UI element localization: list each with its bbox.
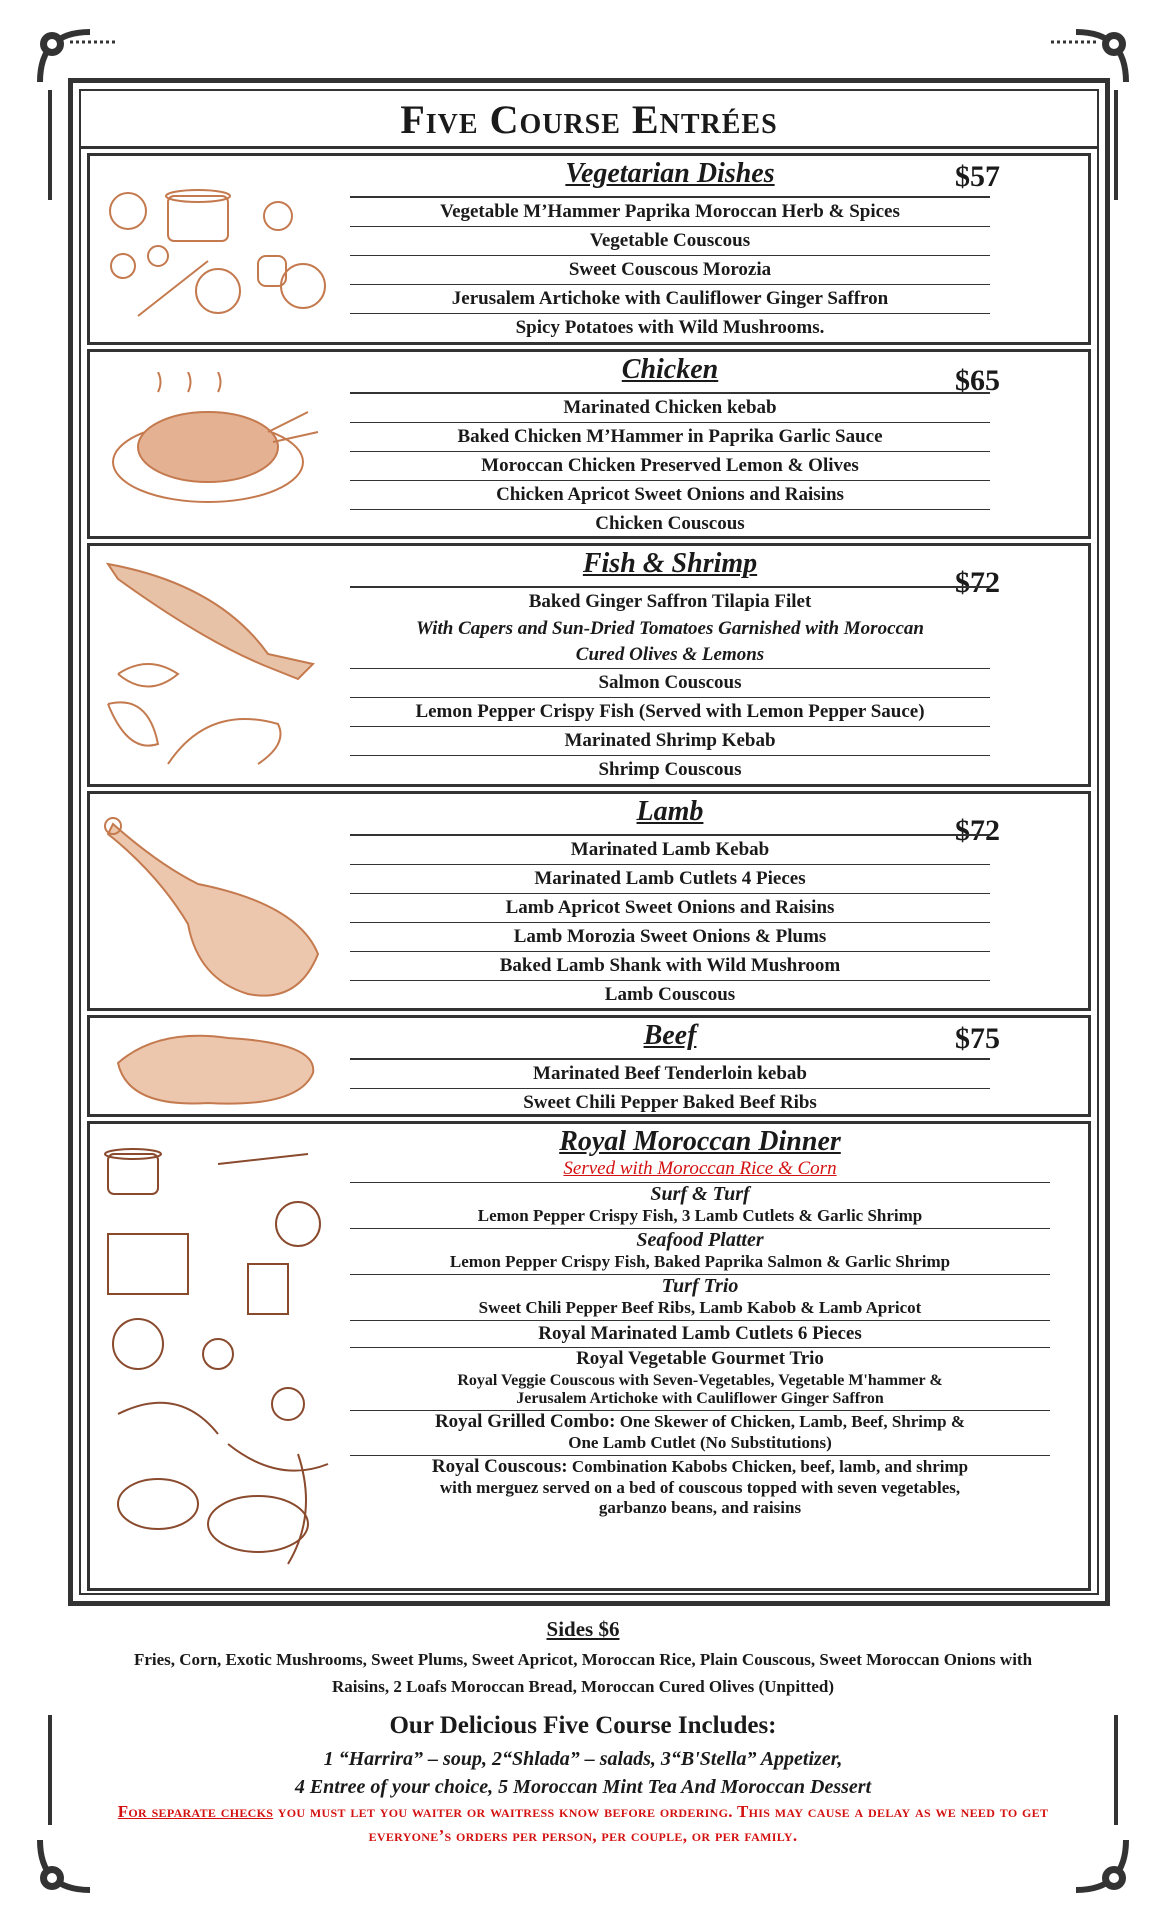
royal-item-desc: with merguez served on a bed of couscous topped with seven vegetables, <box>439 1478 961 1497</box>
menu-item: Marinated Beef Tenderloin kebab <box>350 1058 990 1088</box>
menu-item: Marinated Shrimp Kebab <box>350 726 990 755</box>
royal-item-list <box>350 1126 1050 1520</box>
menu-item: Marinated Chicken kebab <box>350 392 990 422</box>
item-list <box>350 586 990 784</box>
menu-item: Baked Chicken M’Hammer in Paprika Garlic Sauce <box>350 422 990 451</box>
sides-line: Fries, Corn, Exotic Mushrooms, Sweet Plums, Sweet Apricot, Moroccan Rice, Plain Couscous, Sweet Moroccan Onions with <box>133 1650 1033 1669</box>
section-price: $75 <box>955 1022 1000 1055</box>
menu-item: Sweet Couscous Morozia <box>350 255 990 284</box>
section-price: $72 <box>955 566 1000 599</box>
cookware-food-illustration <box>98 1144 348 1589</box>
menu-item: Lamb Couscous <box>350 980 990 1009</box>
menu-item-note: Cured Olives & Lemons <box>575 644 765 665</box>
menu-item: Salmon Couscous <box>350 668 990 697</box>
notice-emphasis: For separate checks <box>117 1802 274 1821</box>
royal-item-desc: One Skewer of Chicken, Lamb, Beef, Shrimp & <box>619 1412 966 1431</box>
item-list <box>350 196 990 342</box>
menu-item: Moroccan Chicken Preserved Lemon & Olives <box>350 451 990 480</box>
menu-item: Baked Lamb Shank with Wild Mushroom <box>350 951 990 980</box>
royal-item-desc: Royal Veggie Couscous with Seven-Vegetables, Vegetable M'hammer & <box>457 1372 943 1389</box>
includes-title: Our Delicious Five Course Includes: <box>389 1712 777 1739</box>
menu-item: Baked Ginger Saffron Tilapia Filet <box>350 586 990 616</box>
vegetables-illustration <box>98 166 338 341</box>
menu-item: Shrimp Couscous <box>350 755 990 784</box>
royal-item-title: Surf & Turf <box>650 1183 750 1205</box>
royal-item-desc: Sweet Chili Pepper Beef Ribs, Lamb Kabob & Lamb Apricot <box>478 1298 922 1317</box>
item-list <box>350 392 990 538</box>
roast-chicken-illustration <box>98 372 338 527</box>
ornament-bar-right-top <box>1114 90 1118 200</box>
separate-checks-notice <box>90 1800 1076 1848</box>
royal-item-desc: Jerusalem Artichoke with Cauliflower Ginger Saffron <box>516 1390 884 1407</box>
section-fish-shrimp <box>87 543 1091 787</box>
royal-couscous <box>350 1456 1050 1478</box>
royal-item-desc: garbanzo beans, and raisins <box>598 1498 802 1517</box>
menu-item: Marinated Lamb Kebab <box>350 834 990 864</box>
menu-item-note: With Capers and Sun-Dried Tomatoes Garnished with Moroccan <box>416 618 924 639</box>
royal-item-title: Turf Trio <box>661 1275 739 1297</box>
sides-list <box>70 1646 1096 1700</box>
menu-item: Marinated Lamb Cutlets 4 Pieces <box>350 864 990 893</box>
menu-item: Vegetable Couscous <box>350 226 990 255</box>
section-royal-dinner <box>87 1121 1091 1591</box>
menu-item: Sweet Chili Pepper Baked Beef Ribs <box>350 1088 990 1117</box>
menu-item: Lemon Pepper Crispy Fish (Served with Lemon Pepper Sauce) <box>350 697 990 726</box>
section-heading: Beef <box>643 1020 697 1051</box>
menu-frame <box>68 78 1110 1606</box>
menu-item: Lamb Apricot Sweet Onions and Raisins <box>350 893 990 922</box>
royal-item-title: Royal Marinated Lamb Cutlets 6 Pieces <box>538 1323 862 1344</box>
royal-item-title: Seafood Platter <box>636 1229 764 1251</box>
fish-shrimp-illustration <box>98 554 338 789</box>
section-lamb <box>87 791 1091 1011</box>
menu-item: Chicken Apricot Sweet Onions and Raisins <box>350 480 990 509</box>
menu-item: Vegetable M’Hammer Paprika Moroccan Herb & Spices <box>350 196 990 226</box>
menu-item: Chicken Couscous <box>350 509 990 538</box>
section-vegetarian <box>87 153 1091 345</box>
section-heading: Chicken <box>621 354 719 385</box>
section-heading: Fish & Shrimp <box>582 548 758 579</box>
section-heading: Royal Moroccan Dinner <box>559 1126 841 1157</box>
includes-line: 1 “Harrira” – soup, 2“Shlada” – salads, 3“B'Stella” Appetizer, <box>323 1748 843 1770</box>
item-list <box>350 1058 990 1117</box>
includes-line: 4 Entree of your choice, 5 Moroccan Mint Tea And Moroccan Dessert <box>294 1776 872 1798</box>
section-beef <box>87 1015 1091 1117</box>
royal-item-desc: Lemon Pepper Crispy Fish, 3 Lamb Cutlets & Garlic Shrimp <box>477 1206 923 1225</box>
ornament-bar-left-top <box>48 90 52 200</box>
sides-line: Raisins, 2 Loafs Moroccan Bread, Moroccan Cured Olives (Unpitted) <box>331 1677 835 1696</box>
menu-item: Jerusalem Artichoke with Cauliflower Ginger Saffron <box>350 284 990 313</box>
section-price: $65 <box>955 364 1000 397</box>
royal-item-title: Royal Vegetable Gourmet Trio <box>576 1348 824 1369</box>
royal-grilled-combo <box>350 1411 1050 1433</box>
royal-item-desc: Combination Kabobs Chicken, beef, lamb, and shrimp <box>571 1457 969 1476</box>
section-heading: Vegetarian Dishes <box>565 158 775 189</box>
page-title: Five Course Entrées <box>81 91 1097 149</box>
sides-title: Sides $6 <box>546 1617 620 1641</box>
royal-item-desc: One Lamb Cutlet (No Substitutions) <box>568 1433 832 1452</box>
section-price: $72 <box>955 814 1000 847</box>
section-price: $57 <box>955 160 1000 193</box>
item-list <box>350 834 990 1009</box>
notice-text: you must let you waiter or waitress know before ordering. This may cause a delay as we need to get everyone’s orders per person, per couple, or per family. <box>273 1802 1049 1845</box>
menu-item: Lamb Morozia Sweet Onions & Plums <box>350 922 990 951</box>
lamb-leg-illustration <box>98 804 338 1009</box>
royal-item-title: Royal Couscous: <box>431 1456 568 1477</box>
section-heading: Lamb <box>636 796 704 827</box>
beef-cut-illustration <box>98 1023 338 1118</box>
menu-item: Spicy Potatoes with Wild Mushrooms. <box>350 313 990 342</box>
royal-item-desc: Lemon Pepper Crispy Fish, Baked Paprika Salmon & Garlic Shrimp <box>449 1252 951 1271</box>
royal-subtitle: Served with Moroccan Rice & Corn <box>563 1158 837 1179</box>
section-chicken <box>87 349 1091 539</box>
menu-frame-inner <box>79 89 1099 1595</box>
royal-item-title: Royal Grilled Combo: <box>434 1411 616 1432</box>
